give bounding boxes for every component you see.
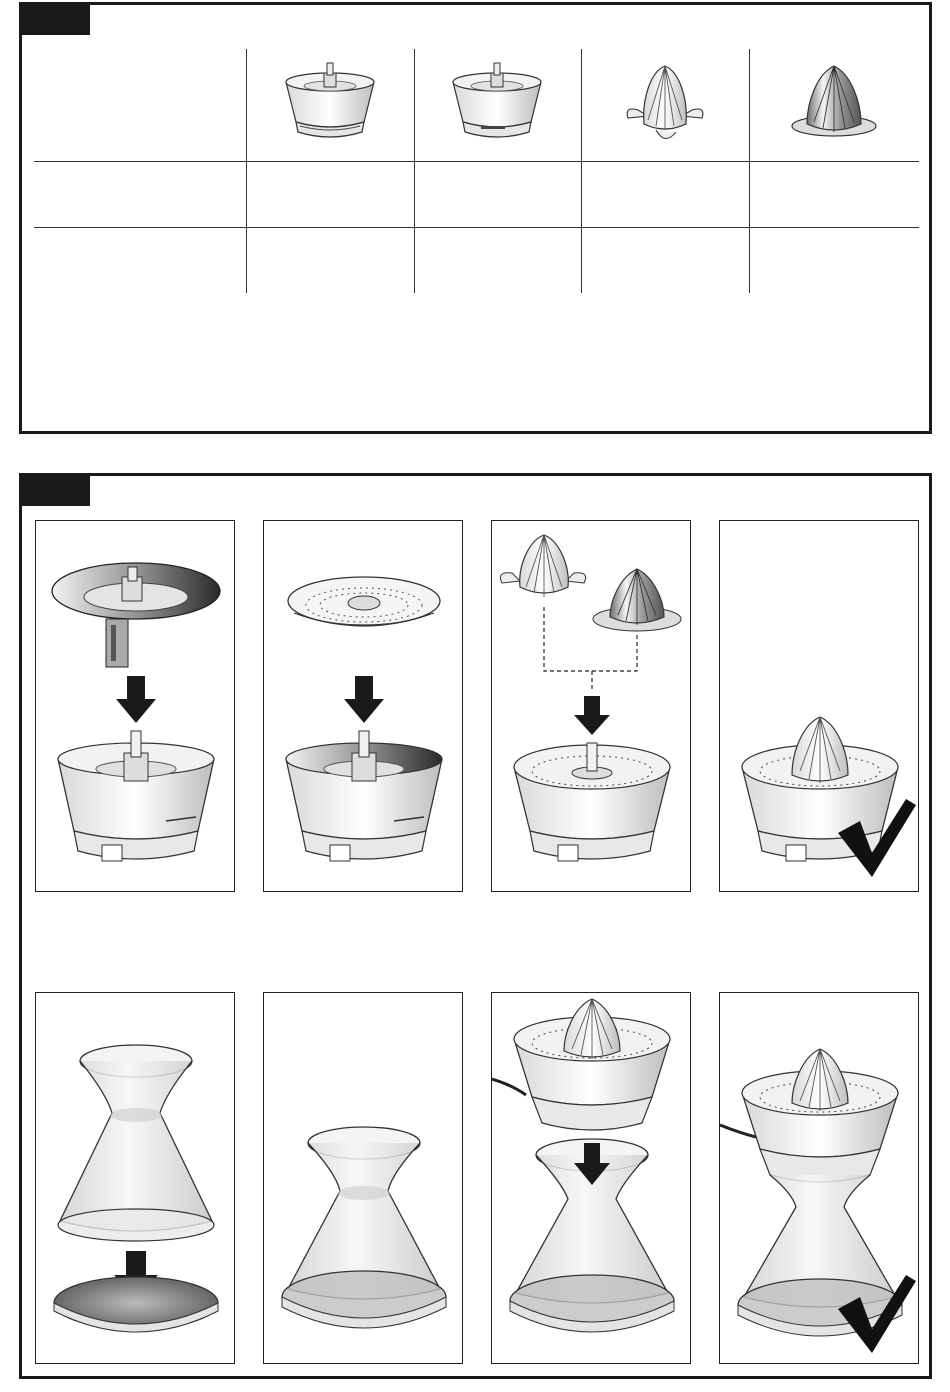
assembly-steps-panel (19, 473, 932, 1379)
citrus-press-base-icon (280, 60, 380, 145)
lower-juicer-onto-jug-step-icon (492, 993, 690, 1363)
assembled-ok-step-icon (720, 521, 918, 891)
step-6-frame (263, 992, 463, 1364)
table-divider (34, 161, 919, 162)
small-cone-icon (620, 60, 710, 150)
step-7-frame (491, 992, 691, 1364)
table-divider (414, 49, 415, 293)
table-divider (34, 227, 919, 228)
attach-base-step-icon (36, 521, 234, 891)
step-3-frame (491, 520, 691, 892)
table-divider (581, 49, 582, 293)
citrus-press-base-slot-icon (447, 60, 547, 145)
section-tab (22, 476, 90, 506)
table-divider (246, 49, 247, 293)
step-1-frame (35, 520, 235, 892)
section-tab (22, 5, 90, 35)
place-jug-on-base-step-icon (36, 993, 234, 1363)
accessory-table-panel (19, 2, 932, 434)
insert-strainer-step-icon (264, 521, 462, 891)
attach-cone-step-icon (492, 521, 690, 891)
complete-assembly-ok-step-icon (720, 993, 918, 1363)
table-divider (749, 49, 750, 293)
step-5-frame (35, 992, 235, 1364)
step-2-frame (263, 520, 463, 892)
step-4-frame (719, 520, 919, 892)
large-metal-cone-icon (787, 60, 882, 150)
jug-on-base-step-icon (264, 993, 462, 1363)
step-8-frame (719, 992, 919, 1364)
